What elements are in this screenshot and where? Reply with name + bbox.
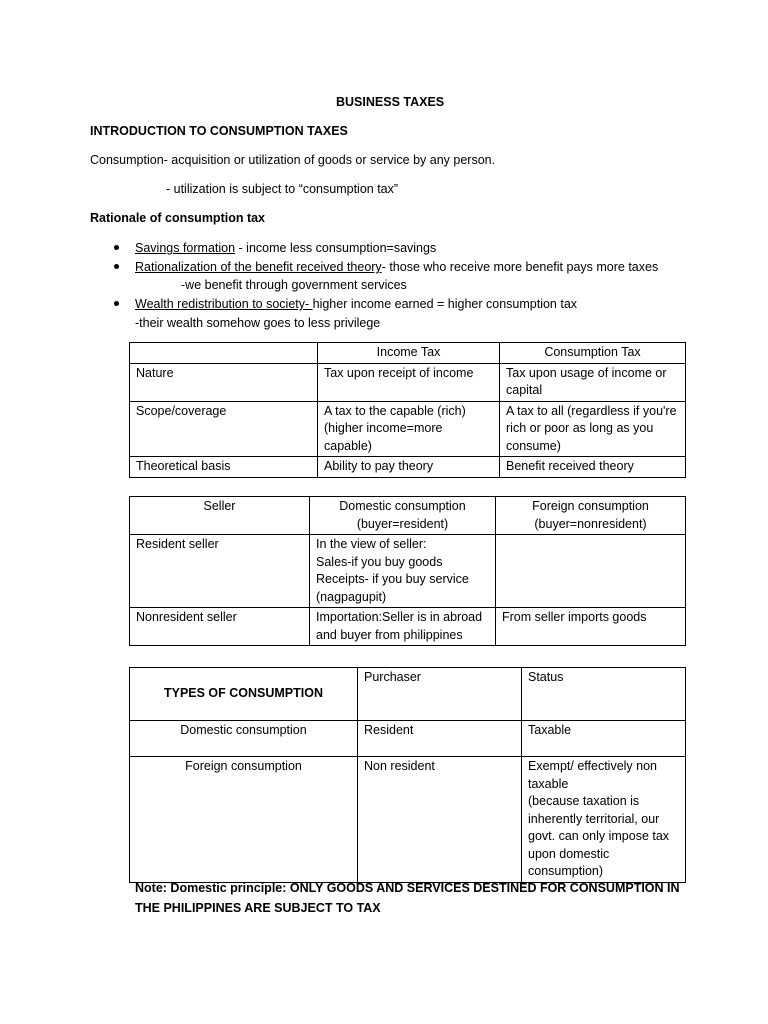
table-header-cell: Domestic consumption (buyer=resident) <box>310 497 496 535</box>
table-cell: Non resident <box>358 757 522 883</box>
table-row <box>130 401 686 457</box>
table-header-row <box>130 497 686 535</box>
bullet-term: Wealth redistribution to society- <box>135 297 313 311</box>
bullet-text: higher income earned = higher consumption tax <box>312 297 578 311</box>
table-cell <box>130 343 318 364</box>
table-header-cell: Consumption Tax <box>500 343 686 364</box>
table-cell: In the view of seller: Sales-if you buy goods Receipts- if you buy service (nagpagupit) <box>310 535 496 608</box>
domestic-principle-note: Note: Domestic principle: ONLY GOODS AND SERVICES DESTINED FOR CONSUMPTION IN THE PHILIPPINES ARE SUBJECT TO TAX <box>135 881 680 915</box>
table-header-cell: Purchaser <box>358 668 522 721</box>
table-cell: Theoretical basis <box>130 457 318 478</box>
bullet-subtext: -we benefit through government services <box>181 278 407 292</box>
table-cell: Tax upon usage of income or capital <box>500 363 686 401</box>
table-row <box>130 608 686 646</box>
table-cell: Taxable <box>522 721 686 757</box>
table-row <box>130 721 686 757</box>
bullet-term: Rationalization of the benefit received theory <box>135 260 382 274</box>
bullet-term: Savings formation <box>135 241 236 255</box>
bullet-marker <box>114 245 119 250</box>
table-header-cell: Income Tax <box>318 343 500 364</box>
table-header-cell: TYPES OF CONSUMPTION <box>130 668 358 721</box>
table-header-row <box>130 668 686 721</box>
income-vs-consumption-table <box>129 342 686 478</box>
bullet-subtext: -their wealth somehow goes to less privilege <box>135 316 381 330</box>
table-row <box>130 457 686 478</box>
table-cell: From seller imports goods <box>496 608 686 646</box>
table-row <box>130 757 686 883</box>
table-row <box>130 363 686 401</box>
table-cell: Nonresident seller <box>130 608 310 646</box>
table-cell: A tax to the capable (rich) (higher income=more capable) <box>318 401 500 457</box>
table-cell: Resident <box>358 721 522 757</box>
table-cell: Resident seller <box>130 535 310 608</box>
bullet-item <box>135 295 577 313</box>
table-cell: Ability to pay theory <box>318 457 500 478</box>
table-cell: Scope/coverage <box>130 401 318 457</box>
rationale-heading: Rationale of consumption tax <box>90 211 266 225</box>
table-header-cell: Seller <box>130 497 310 535</box>
table-cell: Nature <box>130 363 318 401</box>
table-row <box>130 535 686 608</box>
table-header-row <box>130 343 686 364</box>
document-title: BUSINESS TAXES <box>336 95 445 109</box>
table-cell: Exempt/ effectively non taxable (because taxation is inherently territorial, our govt. can only impose tax upon domestic consumption) <box>522 757 686 883</box>
table-cell: Domestic consumption <box>130 721 358 757</box>
table-cell: Foreign consumption <box>130 757 358 883</box>
bullet-text: - those who receive more benefit pays more taxes <box>381 260 659 274</box>
bullet-text: - income less consumption=savings <box>235 241 437 255</box>
bullet-item <box>135 258 658 276</box>
bullet-item <box>135 239 436 257</box>
table-cell: Importation:Seller is in abroad and buyer from philippines <box>310 608 496 646</box>
bullet-marker <box>114 301 119 306</box>
utilization-note: - utilization is subject to “consumption tax” <box>166 182 399 196</box>
table-cell: Benefit received theory <box>500 457 686 478</box>
seller-consumption-table <box>129 496 686 646</box>
section-heading: INTRODUCTION TO CONSUMPTION TAXES <box>90 124 348 138</box>
consumption-definition: Consumption- acquisition or utilization of goods or service by any person. <box>90 153 496 167</box>
table-header-cell: Foreign consumption (buyer=nonresident) <box>496 497 686 535</box>
table-header-cell: Status <box>522 668 686 721</box>
table-cell: A tax to all (regardless if you're rich or poor as long as you consume) <box>500 401 686 457</box>
table-cell: Tax upon receipt of income <box>318 363 500 401</box>
table-cell <box>496 535 686 608</box>
bullet-marker <box>114 264 119 269</box>
consumption-types-table <box>129 667 686 883</box>
